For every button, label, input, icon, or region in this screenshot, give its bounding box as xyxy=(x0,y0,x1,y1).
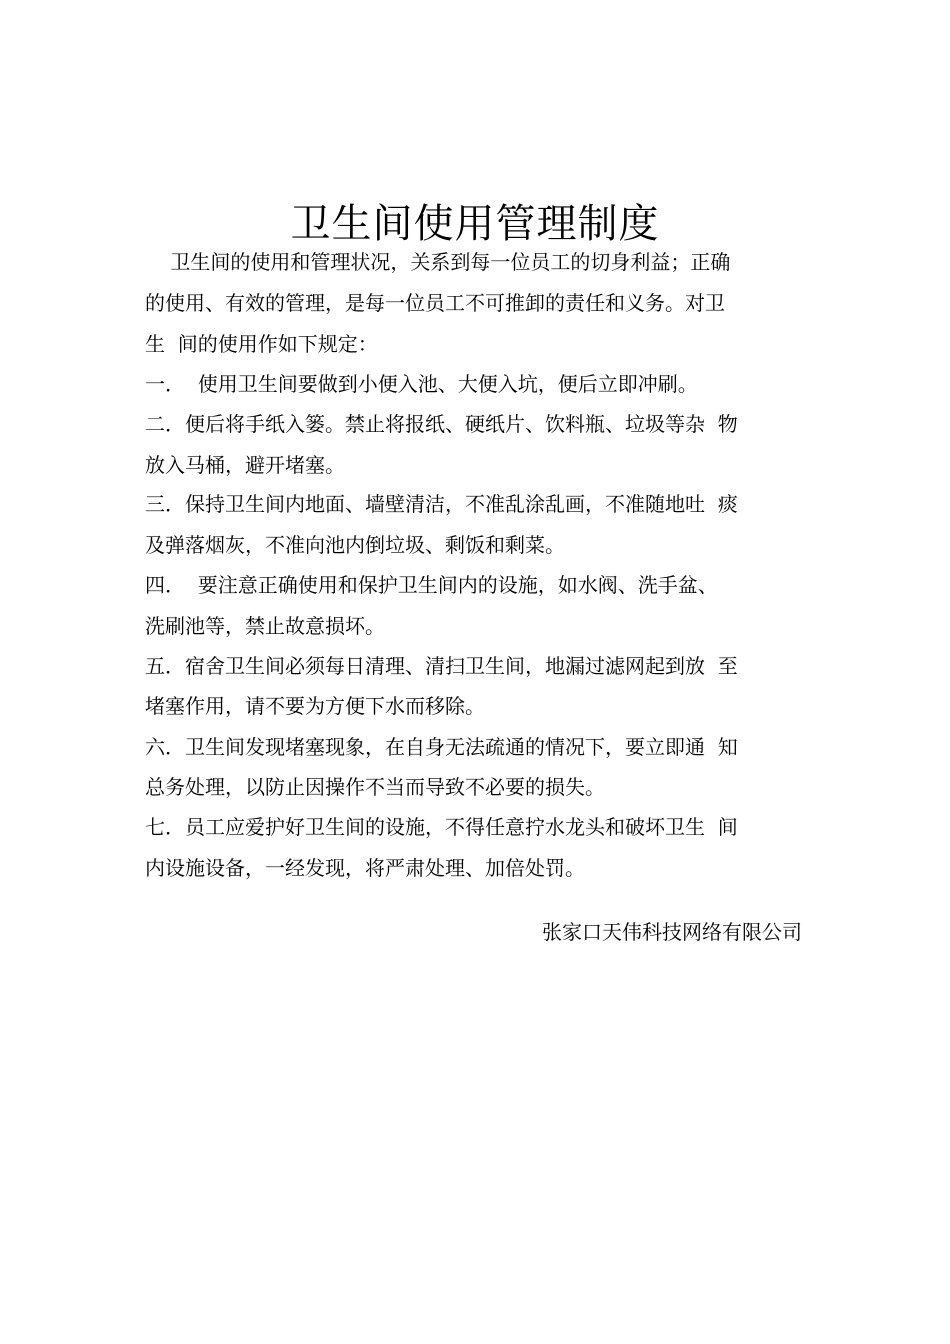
body-line: 生 间的使用作如下规定： xyxy=(145,332,378,356)
rule-7-line: 七．员工应爱护好卫生间的设施，不得任意拧水龙头和破坏卫生 间 xyxy=(145,815,738,839)
rule-7-line: 内设施设备，一经发现，将严肃处理、加倍处罚。 xyxy=(145,856,585,880)
rule-3-line: 及弹落烟灰，不准向池内倒垃圾、剩饭和剩菜。 xyxy=(145,533,565,557)
rule-4-line: 洗刷池等，禁止故意损坏。 xyxy=(145,614,385,638)
rule-4-line: 四． 要注意正确使用和保护卫生间内的设施，如水阀、洗手盆、 xyxy=(145,573,718,597)
rule-5-line: 堵塞作用，请不要为方便下水而移除。 xyxy=(145,694,485,718)
document-title: 卫生间使用管理制度 xyxy=(290,201,660,247)
rule-5-line: 五．宿舍卫生间必须每日清理、清扫卫生间，地漏过滤网起到放 至 xyxy=(145,654,738,678)
rule-3-line: 三．保持卫生间内地面、墙壁清洁，不准乱涂乱画，不准随地吐 痰 xyxy=(145,492,738,516)
rule-1-line: 一． 使用卫生间要做到小便入池、大便入坑，便后立即冲刷。 xyxy=(145,372,698,396)
rule-6-line: 六．卫生间发现堵塞现象，在自身无法疏通的情况下，要立即通 知 xyxy=(145,735,738,759)
body-line: 的使用、有效的管理，是每一位员工不可推卸的责任和义务。对卫 xyxy=(145,291,725,315)
body-line: 卫生间的使用和管理状况，关系到每一位员工的切身利益；正确 xyxy=(145,250,731,274)
rule-2-line: 放入马桶，避开堵塞。 xyxy=(145,453,345,477)
rule-6-line: 总务处理，以防止因操作不当而导致不必要的损失。 xyxy=(145,775,605,799)
company-signature: 张家口天伟科技网络有限公司 xyxy=(542,920,802,944)
rule-2-line: 二．便后将手纸入篓。禁止将报纸、硬纸片、饮料瓶、垃圾等杂 物 xyxy=(145,412,738,436)
